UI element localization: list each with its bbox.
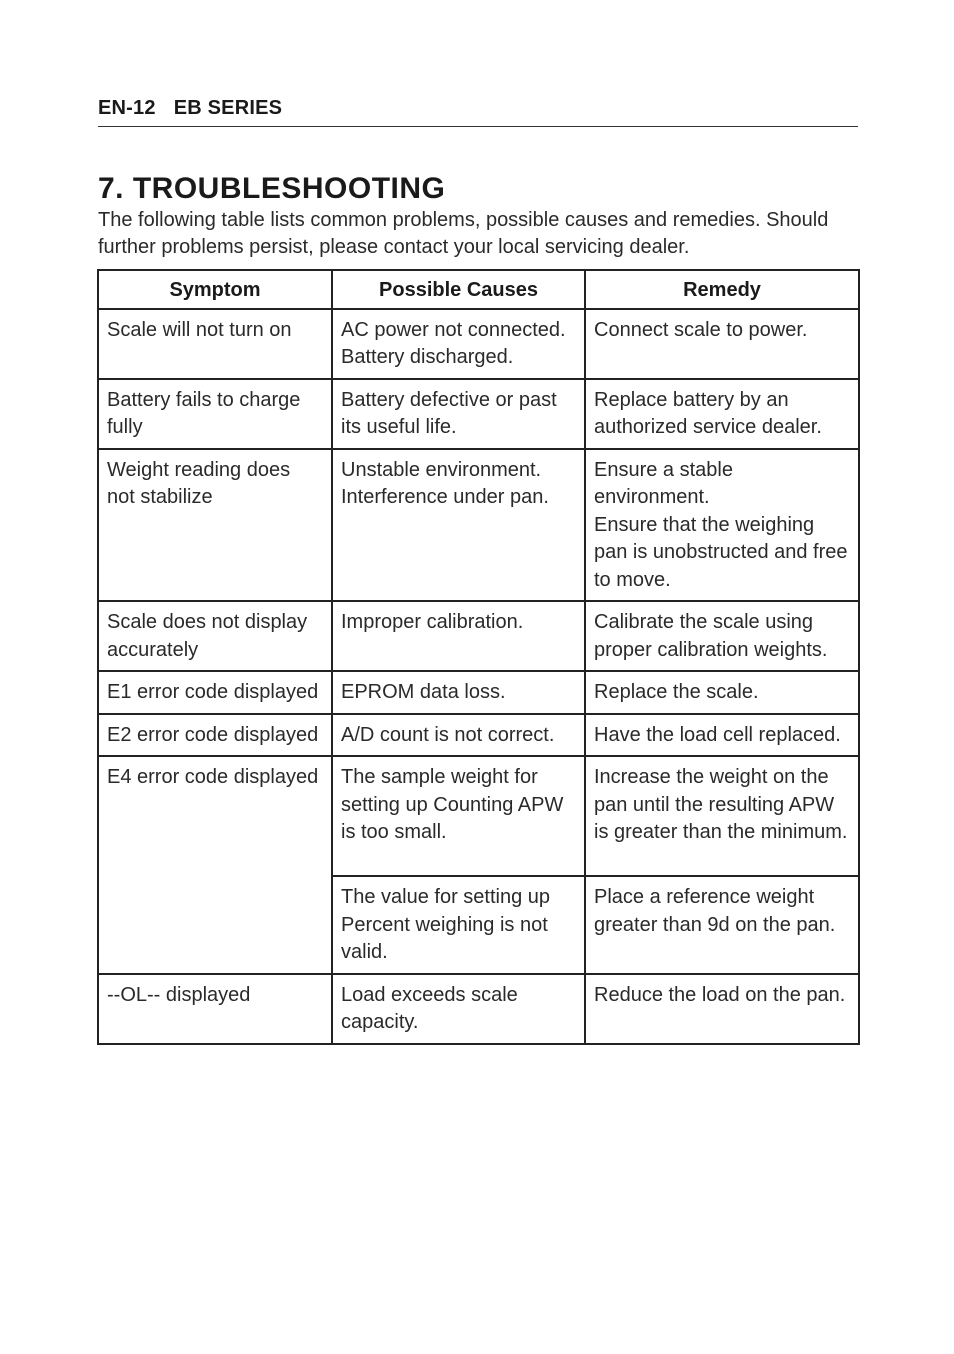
causes-header: Possible Causes xyxy=(332,270,585,309)
remedy-cell xyxy=(585,671,859,714)
table-row xyxy=(98,756,859,876)
table-row xyxy=(98,309,859,379)
table-header-row xyxy=(98,270,859,309)
cause-text: The sample weight for setting up Counting APW is too small. xyxy=(341,766,564,843)
causes-cell xyxy=(332,714,585,757)
symptom-cell: Scale does not display accurately xyxy=(98,601,332,671)
symptom-cell: E1 error code displayed xyxy=(98,671,332,714)
header-rule xyxy=(98,126,858,127)
causes-cell xyxy=(332,671,585,714)
symptom-header: Symptom xyxy=(98,270,332,309)
table-row xyxy=(98,671,859,714)
table-row xyxy=(98,974,859,1044)
remedy-text: Ensure a stable environment. xyxy=(594,458,733,508)
remedy-cell xyxy=(585,714,859,757)
symptom-cell: Weight reading does not stabilize xyxy=(98,449,332,602)
table-row xyxy=(98,601,859,671)
intro-paragraph: The following table lists common problems, possible causes and remedies. Should further problems persist, please contact your local servicing dealer. xyxy=(98,209,829,258)
causes-cell xyxy=(332,601,585,671)
causes-cell xyxy=(332,974,585,1044)
table-row xyxy=(98,449,859,602)
remedy-text: Have the load cell replaced. xyxy=(594,723,841,746)
cause-text: EPROM data loss. xyxy=(341,681,506,703)
remedy-cell xyxy=(585,756,859,876)
table-row xyxy=(98,379,859,449)
remedy-cell xyxy=(585,974,859,1044)
page-header xyxy=(98,97,282,120)
remedy-text: Connect scale to power. xyxy=(594,318,808,341)
page-number: EN-12 xyxy=(98,97,156,119)
symptom-cell: Battery fails to charge fully xyxy=(98,379,332,449)
cause-text: A/D count is not correct. xyxy=(341,723,555,746)
symptom-cell: Scale will not turn on xyxy=(98,309,332,379)
remedy-cell xyxy=(585,876,859,974)
series-name: EB SERIES xyxy=(173,97,283,119)
remedy-text: Ensure that the weighing pan is unobstructed and free to move. xyxy=(594,513,848,591)
remedy-cell xyxy=(585,449,859,602)
remedy-cell xyxy=(585,601,859,671)
symptom-cell: --OL-- displayed xyxy=(98,974,332,1044)
cause-text: The value for setting up Percent weighing is not valid. xyxy=(341,886,551,963)
cause-text: Load exceeds scale capacity. xyxy=(341,983,518,1033)
remedy-cell xyxy=(585,309,859,379)
symptom-cell: E2 error code displayed xyxy=(98,714,332,757)
remedy-text: Calibrate the scale using proper calibration weights. xyxy=(594,611,828,661)
remedy-text: Increase the weight on the pan until the resulting APW is greater than the minimum. xyxy=(594,766,848,843)
cause-text: Battery discharged. xyxy=(341,346,514,368)
remedy-text: Replace the scale. xyxy=(594,681,759,703)
section-title: 7. TROUBLESHOOTING xyxy=(98,172,446,205)
cause-text: Interference under pan. xyxy=(341,486,549,508)
causes-cell xyxy=(332,379,585,449)
causes-cell xyxy=(332,449,585,602)
table-row xyxy=(98,714,859,757)
causes-cell xyxy=(332,756,585,876)
cause-text: Unstable environment. xyxy=(341,458,542,481)
symptom-cell: E4 error code displayed xyxy=(98,756,332,974)
causes-cell xyxy=(332,309,585,379)
remedy-header: Remedy xyxy=(585,270,859,309)
remedy-text: Place a reference weight greater than 9d on the pan. xyxy=(594,886,836,936)
cause-text: Battery defective or past its useful life. xyxy=(341,388,557,438)
cause-text: Improper calibration. xyxy=(341,611,524,633)
remedy-text: Replace battery by an authorized service dealer. xyxy=(594,388,822,438)
troubleshooting-table xyxy=(97,269,860,1045)
remedy-cell xyxy=(585,379,859,449)
remedy-text: Reduce the load on the pan. xyxy=(594,983,846,1006)
cause-text: AC power not connected. xyxy=(341,318,566,341)
causes-cell xyxy=(332,876,585,974)
